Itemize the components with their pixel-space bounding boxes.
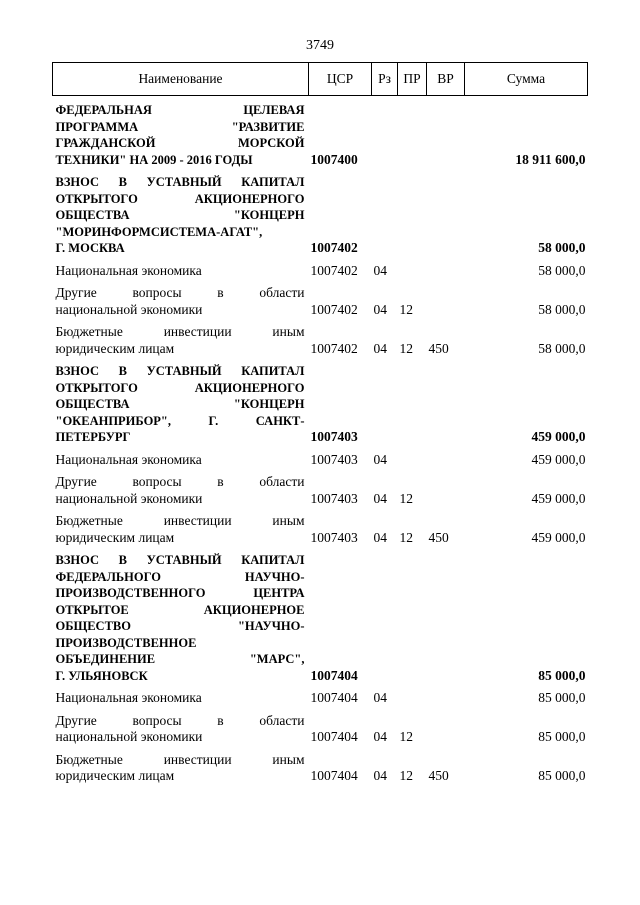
table-header [53, 63, 588, 96]
row-pr: 12 [399, 729, 413, 744]
row-pr [398, 257, 427, 280]
row-csr: 1007402 [310, 262, 358, 278]
row-pr: 12 [399, 529, 413, 545]
row-name-line: Бюджетные инвестиции иным [55, 751, 305, 767]
row-csr: 1007400 [310, 151, 358, 167]
row-name [53, 168, 309, 257]
header-sum: Сумма [465, 63, 588, 96]
row-sum: 58 000,0 [538, 340, 586, 356]
row-vr [427, 707, 465, 746]
row-vr [427, 446, 465, 469]
row-name [53, 318, 309, 357]
table-row-section [53, 546, 588, 684]
row-rz: 04 [373, 729, 387, 744]
row-name [53, 468, 309, 507]
row-rz [372, 357, 398, 446]
row-pr [398, 357, 427, 446]
row-vr [427, 546, 465, 684]
row-pr: 12 [399, 301, 413, 317]
row-pr [398, 446, 427, 469]
table-row [53, 507, 588, 546]
table-row [53, 468, 588, 507]
row-sum: 85 000,0 [538, 729, 586, 744]
row-name-line: ОБЩЕСТВА "КОНЦЕРН [55, 208, 305, 222]
row-csr: 1007402 [310, 340, 358, 356]
row-rz: 04 [373, 690, 387, 705]
row-name-line: ОБЪЕДИНЕНИЕ "МАРС", [55, 652, 305, 666]
row-name [53, 96, 309, 169]
row-name-line: национальной экономики [55, 301, 203, 317]
row-name [53, 746, 309, 785]
row-name-line: ВЗНОС В УСТАВНЫЙ КАПИТАЛ [55, 553, 305, 567]
row-sum: 58 000,0 [538, 240, 586, 255]
row-name-line: ОТКРЫТОГО АКЦИОНЕРНОГО [55, 191, 305, 206]
row-name [53, 546, 309, 684]
row-sum: 459 000,0 [531, 429, 586, 444]
row-name-line: ТЕХНИКИ" НА 2009 - 2016 ГОДЫ [55, 152, 253, 167]
row-pr: 12 [399, 768, 413, 783]
row-name-line: юридическим лицам [55, 529, 175, 545]
row-name [53, 357, 309, 446]
row-name-line: Бюджетные инвестиции иным [55, 513, 305, 528]
row-name-line: ОТКРЫТОГО АКЦИОНЕРНОГО [55, 380, 305, 395]
row-vr: 450 [428, 340, 449, 356]
row-pr: 12 [399, 340, 413, 356]
row-sum: 85 000,0 [538, 667, 586, 683]
row-vr [427, 96, 465, 169]
row-rz: 04 [373, 529, 387, 545]
row-name-line: ФЕДЕРАЛЬНОГО НАУЧНО- [55, 569, 305, 584]
row-sum: 459 000,0 [531, 451, 586, 467]
row-name-line: ФЕДЕРАЛЬНАЯ ЦЕЛЕВАЯ [55, 103, 305, 117]
row-name-line: "МОРИНФОРМСИСТЕМА-АГАТ", [55, 224, 263, 239]
table-row [53, 707, 588, 746]
row-sum: 58 000,0 [538, 262, 586, 278]
row-name [53, 257, 309, 280]
row-name-line: Бюджетные инвестиции иным [55, 324, 305, 339]
header-name: Наименование [53, 63, 309, 96]
row-name-line: Национальная экономика [55, 690, 202, 705]
row-rz: 04 [373, 768, 387, 783]
row-csr: 1007404 [310, 690, 358, 705]
budget-table [52, 62, 588, 785]
row-vr [427, 168, 465, 257]
row-name [53, 279, 309, 318]
row-csr: 1007402 [310, 301, 358, 317]
row-name-line: ВЗНОС В УСТАВНЫЙ КАПИТАЛ [55, 175, 305, 189]
row-pr [398, 96, 427, 169]
row-sum: 85 000,0 [538, 768, 586, 783]
row-name [53, 507, 309, 546]
row-rz: 04 [373, 262, 387, 278]
table-row-section [53, 357, 588, 446]
table-row-section [53, 96, 588, 169]
row-pr [398, 168, 427, 257]
header-rz: Рз [372, 63, 398, 96]
row-name-line: "ОКЕАНПРИБОР", Г. САНКТ- [55, 413, 305, 428]
row-name [53, 446, 309, 469]
row-vr: 450 [428, 768, 449, 783]
row-name-line: ПРОИЗВОДСТВЕННОГО ЦЕНТРА [55, 586, 305, 600]
row-rz [372, 168, 398, 257]
row-name-line: Другие вопросы в области [55, 474, 305, 489]
table-row [53, 746, 588, 785]
row-name-line: Национальная экономика [55, 451, 202, 467]
row-name-line: Г. УЛЬЯНОВСК [55, 668, 148, 683]
row-pr: 12 [399, 490, 413, 506]
row-name-line: национальной экономики [55, 729, 203, 744]
row-name-line: Другие вопросы в области [55, 712, 305, 728]
row-name-line: ПРОИЗВОДСТВЕННОЕ [55, 635, 197, 650]
row-sum: 58 000,0 [538, 301, 586, 317]
row-vr [427, 684, 465, 707]
row-pr [398, 546, 427, 684]
row-sum: 85 000,0 [538, 690, 586, 705]
row-csr: 1007404 [310, 768, 358, 783]
row-csr: 1007403 [310, 490, 358, 506]
row-name-line: ПРОГРАММА "РАЗВИТИЕ [55, 119, 305, 134]
row-rz: 04 [373, 301, 387, 317]
row-name-line: ОТКРЫТОЕ АКЦИОНЕРНОЕ [55, 602, 305, 617]
row-name-line: Г. МОСКВА [55, 241, 125, 255]
row-vr [427, 468, 465, 507]
table-row [53, 684, 588, 707]
row-rz: 04 [373, 490, 387, 506]
table-row-section [53, 168, 588, 257]
row-rz [372, 546, 398, 684]
row-sum: 459 000,0 [531, 529, 586, 545]
row-rz: 04 [373, 451, 387, 467]
row-vr [427, 257, 465, 280]
row-csr: 1007404 [310, 729, 358, 744]
table-row [53, 279, 588, 318]
row-name-line: ОБЩЕСТВА "КОНЦЕРН [55, 397, 305, 411]
row-csr: 1007403 [310, 529, 358, 545]
table-body [53, 96, 588, 785]
row-name-line: ОБЩЕСТВО "НАУЧНО- [55, 619, 305, 633]
page-number: 3749 [306, 38, 334, 53]
row-csr: 1007403 [310, 429, 358, 444]
header-vr: ВР [427, 63, 465, 96]
table-row [53, 446, 588, 469]
row-pr [398, 684, 427, 707]
header-csr: ЦСР [309, 63, 372, 96]
row-name [53, 707, 309, 746]
row-name-line: ГРАЖДАНСКОЙ МОРСКОЙ [55, 136, 305, 150]
row-name-line: ВЗНОС В УСТАВНЫЙ КАПИТАЛ [55, 364, 305, 378]
row-name [53, 684, 309, 707]
table-row [53, 318, 588, 357]
row-sum: 459 000,0 [531, 490, 586, 506]
row-csr: 1007404 [310, 667, 358, 683]
row-csr: 1007403 [310, 451, 358, 467]
row-csr: 1007402 [310, 240, 358, 255]
row-rz: 04 [373, 340, 387, 356]
row-vr [427, 279, 465, 318]
table-row [53, 257, 588, 280]
row-name-line: Национальная экономика [55, 262, 202, 278]
row-vr: 450 [428, 529, 449, 545]
row-sum: 18 911 600,0 [515, 151, 586, 167]
row-name-line: юридическим лицам [55, 340, 175, 356]
row-name-line: юридическим лицам [55, 768, 175, 783]
row-rz [372, 96, 398, 169]
row-name-line: национальной экономики [55, 490, 203, 506]
row-name-line: Другие вопросы в области [55, 285, 305, 300]
header-pr: ПР [398, 63, 427, 96]
row-name-line: ПЕТЕРБУРГ [55, 430, 131, 444]
row-vr [427, 357, 465, 446]
